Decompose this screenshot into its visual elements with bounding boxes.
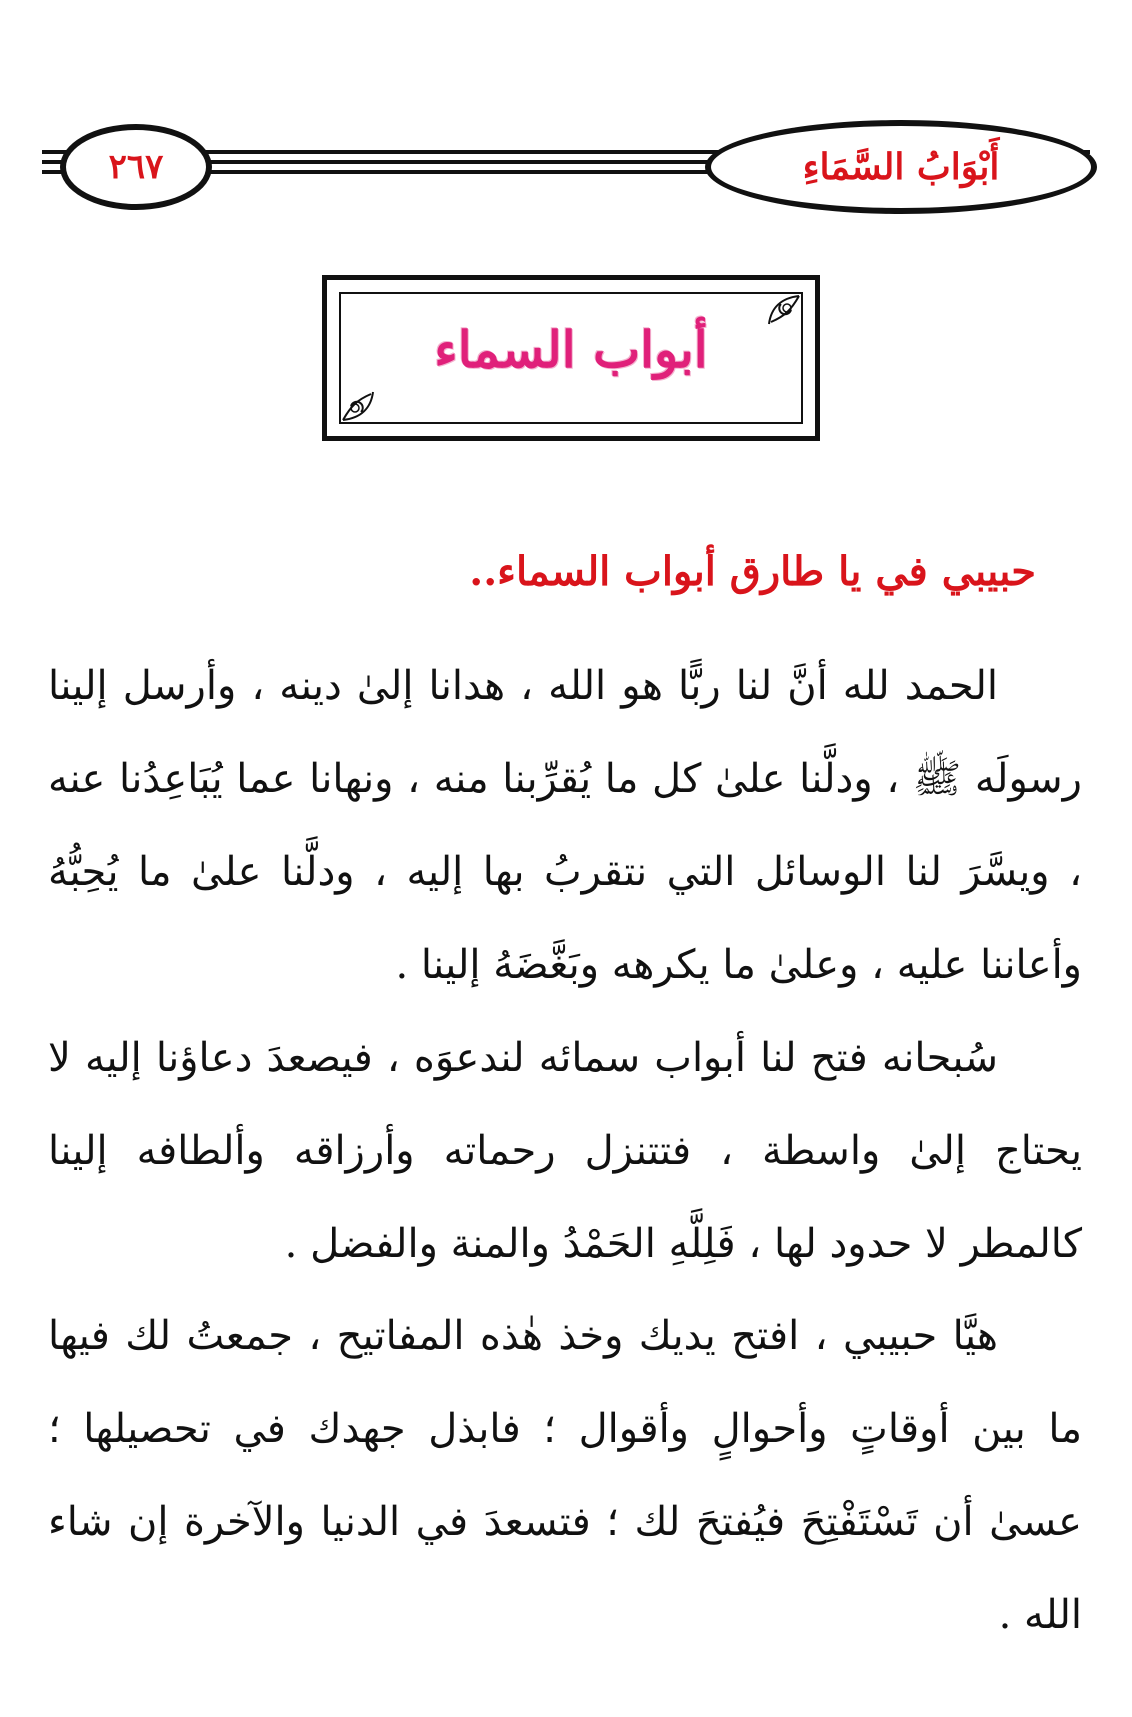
paragraph-2-text: سُبحانه فتح لنا أبواب سمائه لندعوَه ، فيصعدَ دعاؤنا إليه لا يحتاج إلىٰ واسطة ، فتتنزل رحماته وأرزاقه وألطافه إلينا كالمطر لا حدود لها ، فَلِلَّهِ الحَمْدُ والمنة والفضل . bbox=[48, 1035, 1082, 1267]
paragraph-1 bbox=[48, 640, 1082, 1012]
paragraph-3-text: هيَّا حبيبي ، افتح يديك وخذ هٰذه المفاتيح ، جمعتُ لك فيها ما بين أوقاتٍ وأحوالٍ وأقوال ؛ فابذل جهدك في تحصيلها ؛ عسىٰ أن تَسْتَفْتِحَ فيُفتحَ لك ؛ فتسعدَ في الدنيا والآخرة إن شاء الله . bbox=[48, 1313, 1082, 1638]
chapter-title-box bbox=[322, 275, 820, 441]
paragraph-3 bbox=[48, 1290, 1082, 1662]
paragraph-2 bbox=[48, 1012, 1082, 1291]
running-title: أَبْوَابُ السَّمَاءِ bbox=[705, 120, 1097, 214]
paragraph-1-text: الحمد لله أنَّ لنا ربًّا هو الله ، هدانا إلىٰ دينه ، وأرسل إلينا رسولَه ﷺ ، ودلَّنا علىٰ كل ما يُقرِّبنا منه ، ونهانا عما يُبَاعِدُنا عنه ، ويسَّرَ لنا الوسائل التي نتقربُ بها إليه ، ودلَّنا علىٰ ما يُحِبُّهُ وأعاننا عليه ، وعلىٰ ما يكرهه وبَغَّضَهُ إلينا . bbox=[48, 663, 1082, 988]
page-number: ٢٦٧ bbox=[60, 124, 212, 210]
section-subheading: حبيبي في يا طارق أبواب السماء.. bbox=[469, 548, 1036, 595]
chapter-title: أبواب السماء bbox=[434, 320, 708, 379]
